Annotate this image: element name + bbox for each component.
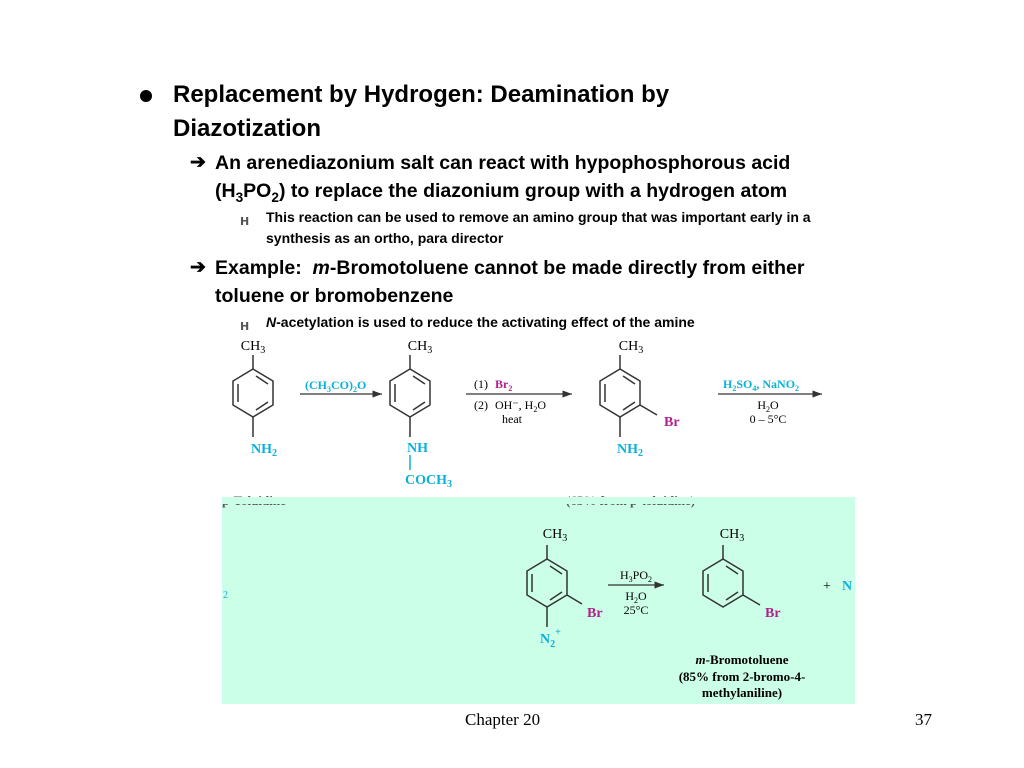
hydrolysis-reagent: OH⁻, $H_2O$ [495, 398, 547, 414]
text-fragment: ) to replace the diazonium group with a hydrogen atom [278, 180, 788, 202]
water-label: $H_2O$ [757, 398, 779, 414]
left-fragment-label: 2 [223, 590, 228, 601]
reagent-acetic-anhydride: $(CH_3CO)_2O$ [305, 378, 367, 394]
product-name: m-Bromotoluene [695, 652, 789, 667]
page-number: 37 [915, 710, 932, 729]
benzene-ring-5 [703, 545, 760, 607]
subscript: 3 [235, 189, 244, 205]
sub-bullet-icon: H [240, 215, 250, 228]
bromo-label: Br [587, 606, 603, 621]
amine-label: $NH_2$ [251, 442, 277, 459]
benzene-ring-1 [233, 355, 273, 437]
diazonium-label: $N_2^+$ [540, 627, 561, 650]
italic-fragment: m [312, 257, 330, 279]
bullet-3-line-1: This reaction can be used to remove an amino group that was important early in a [266, 209, 811, 225]
water-label: $H_2O$ [625, 589, 647, 605]
text-fragment: -acetylation is used to reduce the activating effect of the amine [276, 314, 695, 330]
acetyl-label: $COCH_3$ [405, 473, 452, 490]
heat-label: heat [502, 412, 522, 426]
bullet-4-line-2: toluene or bromobenzene [215, 285, 454, 307]
methyl-label: $CH_3$ [240, 339, 266, 356]
product-yield-line-1: (85% from 2-bromo-4- [678, 669, 806, 684]
methyl-label: $CH_3$ [719, 527, 745, 544]
product-yield-line-2: methylaniline) [701, 685, 783, 700]
diazotization-reagent: $H_2SO_4$, NaNO$_2$ [723, 377, 800, 393]
temperature-label: 0 – 5°C [749, 412, 787, 426]
methyl-label: $CH_3$ [618, 339, 644, 356]
text-fragment: Example: [215, 257, 313, 279]
hypophosphorous-acid-label: $H_3PO_2$ [619, 568, 653, 584]
bullet-2-line-1: An arenediazonium salt can react with hypophosphorous acid [215, 152, 791, 174]
amide-nh-label: NH [407, 441, 428, 456]
bromo-label: Br [765, 606, 781, 621]
panel-top-overlap [222, 497, 855, 504]
sub-bullet-icon: H [240, 320, 250, 333]
italic-fragment: N [266, 314, 277, 330]
chapter-footer: Chapter 20 [465, 710, 541, 729]
step-2-label: (2) [474, 398, 488, 412]
title-line-1: Replacement by Hydrogen: Deamination by [173, 81, 670, 108]
text-fragment: PO [243, 180, 272, 202]
title-line-2: Diazotization [173, 115, 321, 142]
subscript: 2 [271, 189, 279, 205]
amine-label: $NH_2$ [617, 442, 643, 459]
bromine-reagent: $Br_2$ [495, 377, 513, 393]
nitrogen-byproduct: N [842, 579, 853, 594]
temperature-label: 25°C [623, 603, 649, 617]
step-1-label: (1) [474, 377, 488, 391]
benzene-ring-4 [527, 545, 582, 627]
benzene-ring-3 [600, 355, 657, 437]
text-fragment: -Bromotoluene cannot be made directly from either [329, 257, 805, 279]
bromo-label: Br [664, 415, 680, 430]
methyl-label: $CH_3$ [407, 339, 433, 356]
text-fragment: (H [215, 180, 236, 202]
plus-sign: + [823, 579, 831, 594]
arrow-bullet-icon: ➔ [190, 257, 206, 278]
bullet-3-line-2: synthesis as an ortho, para director [266, 230, 504, 246]
methyl-label: $CH_3$ [542, 527, 568, 544]
arrow-bullet-icon: ➔ [190, 152, 206, 173]
